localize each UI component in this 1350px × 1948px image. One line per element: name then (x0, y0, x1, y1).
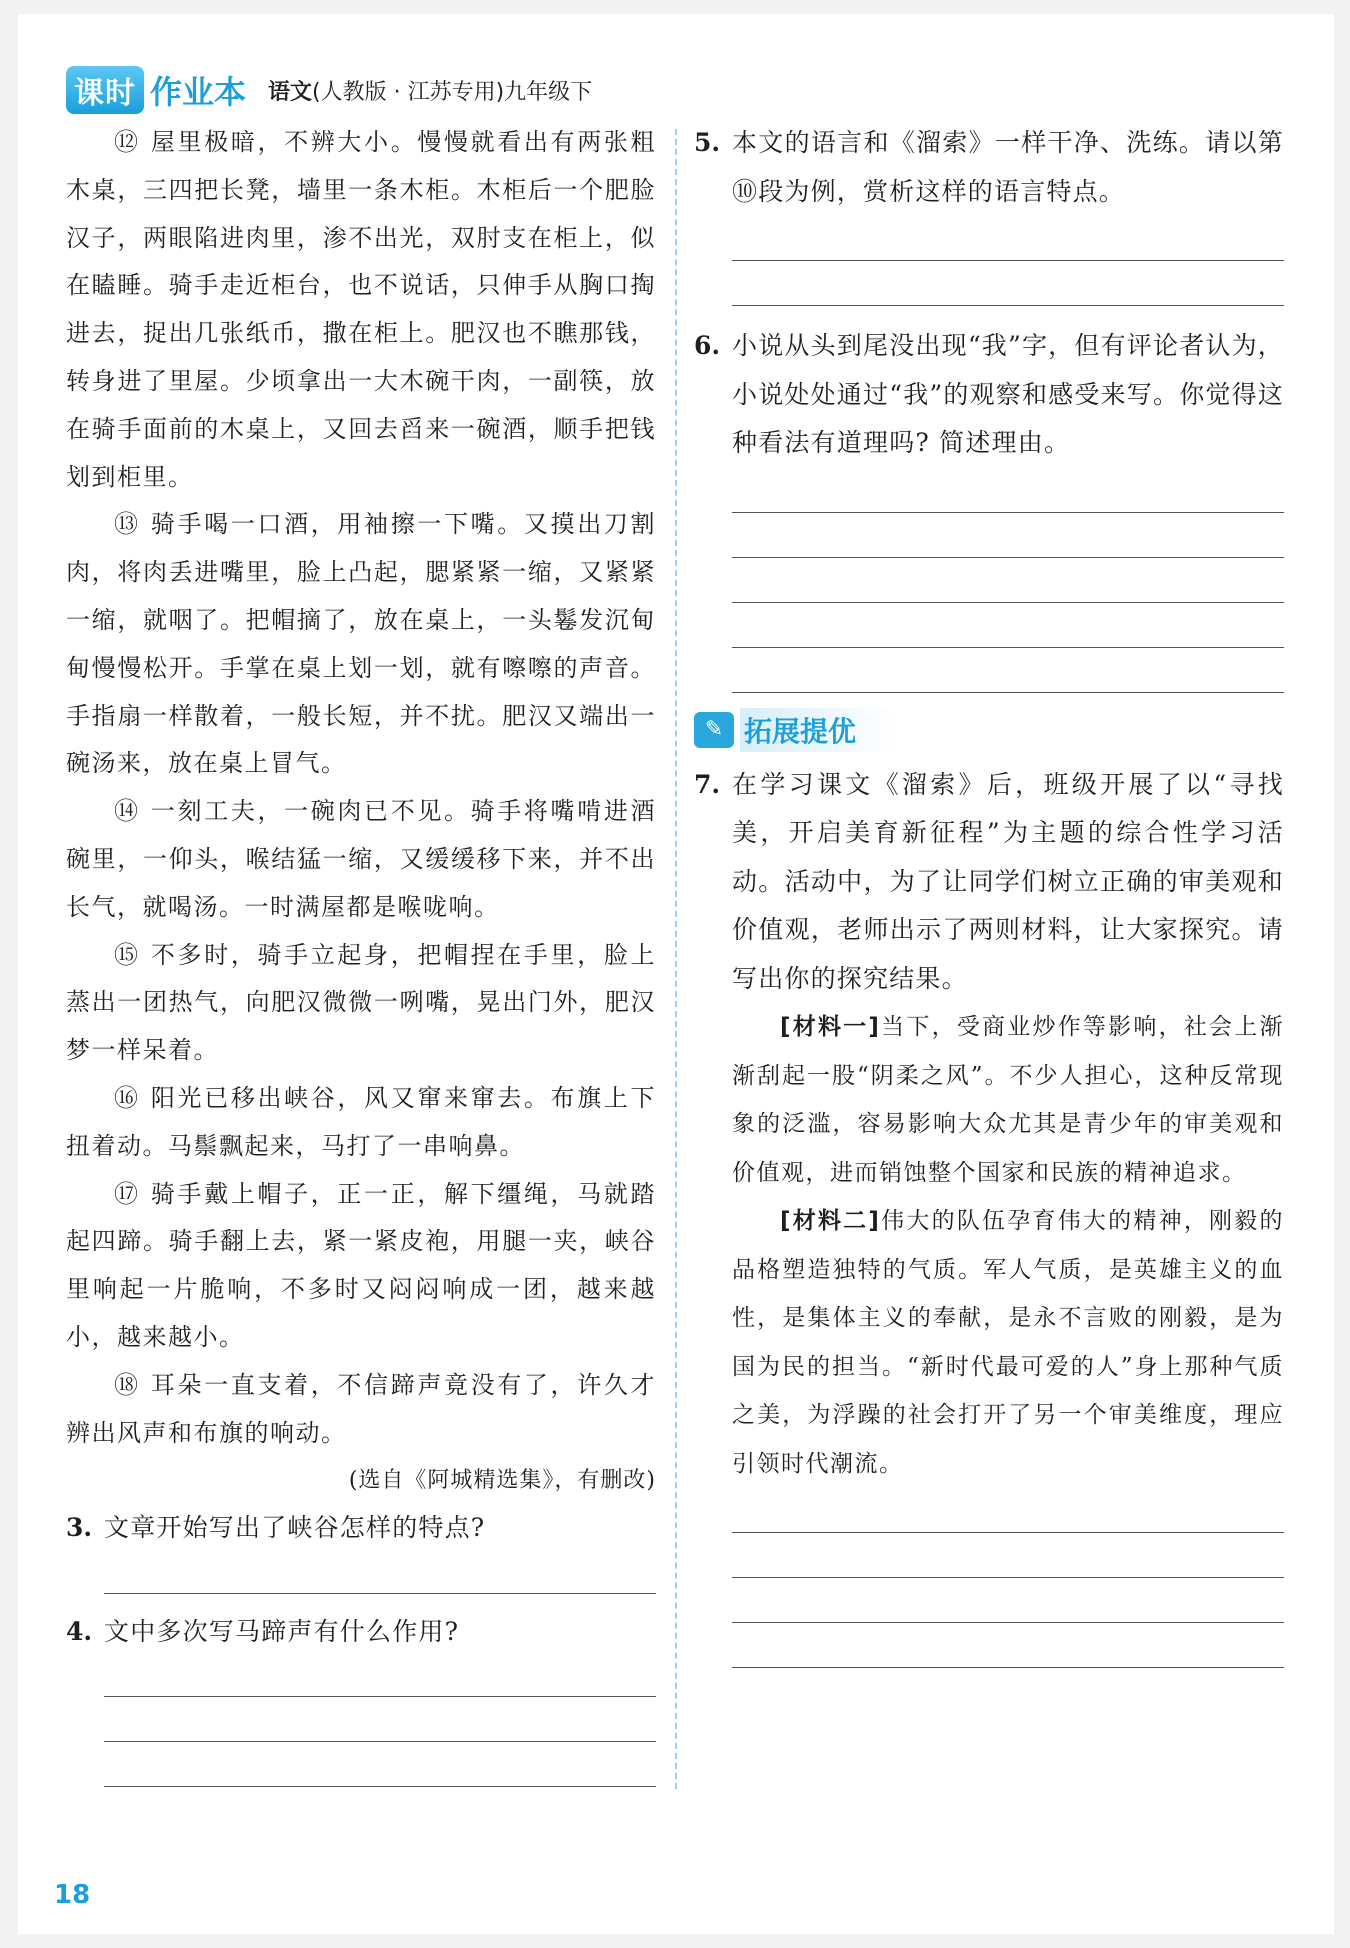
answer-line[interactable] (732, 558, 1284, 603)
passage-source: (选自《阿城精选集》，有删改) (348, 1468, 656, 1494)
page-number: 18 (54, 1880, 91, 1910)
material-one (732, 1003, 1284, 1197)
passage-paragraph-12: ⑫ 屋里极暗，不辨大小。慢慢就看出有两张粗木桌，三四把长凳，墙里一条木柜。木柜后一个肥脸汉子，两眼陷进肉里，渗不出光，双肘支在柜上，似在瞌睡。骑手走近柜台，也不说话，只伸手从胸口掏进去，捉出几张纸币，撒在柜上。肥汉也不瞧那钱，转身进了里屋。少顷拿出一大木碗干肉，一副筷，放在骑手面前的木桌上，又回去舀来一碗酒，顺手把钱划到柜里。 (66, 128, 656, 491)
material-two (732, 1197, 1284, 1488)
answer-line[interactable] (732, 1488, 1284, 1533)
section-title: 拓展提优 (740, 708, 896, 752)
question-number: 3. (66, 1513, 93, 1543)
answer-line[interactable] (732, 648, 1284, 693)
question-5 (694, 119, 1284, 216)
material-one-text: 当下，受商业炒作等影响，社会上渐渐刮起一股“阴柔之风”。不少人担心，这种反常现象的泛滥，容易影响大众尤其是青少年的审美观和价值观，进而销蚀整个国家和民族的精神追求。 (732, 1014, 1284, 1186)
answer-line[interactable] (104, 1697, 656, 1742)
answer-line[interactable] (732, 513, 1284, 558)
pencil-icon: ✎ (694, 712, 734, 748)
header-edition: (人教版 · 江苏专用)九年级下 (312, 79, 593, 105)
material-two-label: [材料二] (780, 1208, 881, 1234)
question-3 (66, 1504, 656, 1553)
answer-line[interactable] (732, 261, 1284, 306)
question-number: 4. (66, 1616, 93, 1646)
column-divider (675, 129, 677, 1789)
passage-paragraph-15: ⑮ 不多时，骑手立起身，把帽捏在手里，脸上蒸出一团热气，向肥汉微微一咧嘴，晃出门外，肥汉梦一样呆着。 (66, 940, 656, 1065)
passage-paragraph-16: ⑯ 阳光已移出峡谷，风又窜来窜去。布旗上下扭着动。马鬃飘起来，马打了一串响鼻。 (66, 1083, 656, 1160)
question-number: 7. (694, 769, 721, 799)
answer-line[interactable] (104, 1656, 656, 1697)
passage-paragraph-17: ⑰ 骑手戴上帽子，正一正，解下缰绳，马就踏起四蹄。骑手翻上去，紧一紧皮袍，用腿一夹，峡谷里响起一片脆响，不多时又闷闷响成一团，越来越小，越来越小。 (66, 1179, 656, 1351)
section-header-extension (694, 705, 1284, 755)
material-one-label: [材料一] (780, 1014, 881, 1040)
answer-line[interactable] (732, 216, 1284, 261)
answer-line[interactable] (104, 1553, 656, 1594)
question-text: 本文的语言和《溜索》一样干净、洗练。请以第⑩段为例，赏析这样的语言特点。 (732, 128, 1284, 206)
answer-line[interactable] (732, 1578, 1284, 1623)
page-header (66, 66, 592, 114)
question-7 (694, 761, 1284, 1004)
workbook-page (18, 14, 1334, 1934)
question-number: 5. (694, 128, 721, 157)
logo-badge: 课时 (66, 66, 144, 114)
passage-paragraph-13: ⑬ 骑手喝一口酒，用袖擦一下嘴。又摸出刀割肉，将肉丢进嘴里，脸上凸起，腮紧紧一缩，又紧紧一缩，就咽了。把帽摘了，放在桌上，一头鬈发沉甸甸慢慢松开。手掌在桌上划一划，就有嚓嚓的声音。手指扇一样散着，一般长短，并不扰。肥汉又端出一碗汤来，放在桌上冒气。 (66, 510, 656, 778)
answer-line[interactable] (732, 1533, 1284, 1578)
passage-paragraph-14: ⑭ 一刻工夫，一碗肉已不见。骑手将嘴啃进酒碗里，一仰头，喉结猛一缩，又缓缓移下来，并不出长气，就喝汤。一时满屋都是喉咙响。 (66, 797, 656, 921)
question-4 (66, 1608, 656, 1657)
left-column (66, 119, 656, 1787)
question-text: 在学习课文《溜索》后，班级开展了以“寻找美，开启美育新征程”为主题的综合性学习活动。活动中，为了让同学们树立正确的审美观和价值观，老师出示了两则材料，让大家探究。请写出你的探究结果。 (732, 769, 1284, 993)
answer-line[interactable] (732, 1623, 1284, 1668)
right-column (694, 119, 1284, 1668)
logo-text: 作业本 (150, 73, 247, 111)
material-two-text: 伟大的队伍孕育伟大的精神，刚毅的品格塑造独特的气质。军人气质，是英雄主义的血性，是集体主义的奉献，是永不言败的刚毅，是为国为民的担当。“新时代最可爱的人”身上那种气质之美，为浮躁的社会打开了另一个审美维度，理应引领时代潮流。 (732, 1208, 1284, 1477)
question-6 (694, 322, 1284, 468)
passage-paragraph-18: ⑱ 耳朵一直支着，不信蹄声竟没有了，许久才辨出风声和布旗的响动。 (66, 1370, 656, 1447)
answer-line[interactable] (732, 468, 1284, 513)
question-text: 文章开始写出了峡谷怎样的特点? (104, 1513, 486, 1543)
question-text: 小说从头到尾没出现“我”字，但有评论者认为，小说处处通过“我”的观察和感受来写。你觉得这种看法有道理吗? 简述理由。 (732, 331, 1284, 457)
question-text: 文中多次写马蹄声有什么作用? (104, 1616, 460, 1646)
question-number: 6. (694, 331, 721, 360)
answer-line[interactable] (104, 1742, 656, 1787)
answer-line[interactable] (732, 603, 1284, 648)
header-subject: 语文 (268, 79, 313, 105)
